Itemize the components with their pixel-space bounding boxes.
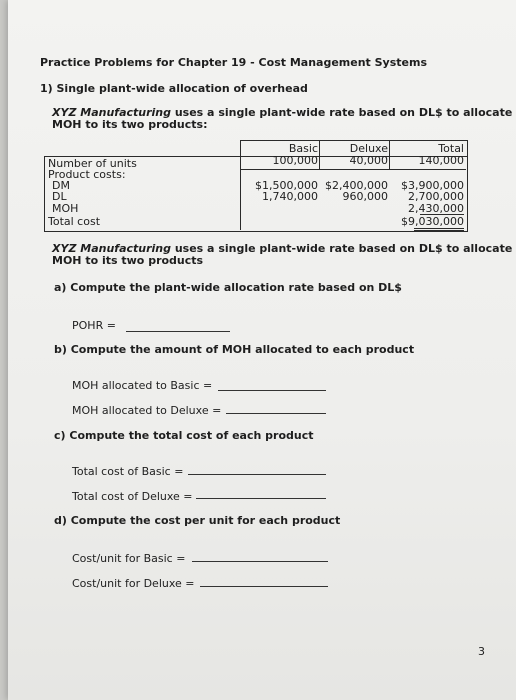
dm-basic: $1,500,000 [255,179,318,192]
cost-unit-basic-answer-line[interactable] [192,561,328,562]
row-label-dl: DL [52,190,67,203]
question-b: b) Compute the amount of MOH allocated to each product [54,343,415,356]
col-header-total: Total [438,142,464,155]
row-label-product-costs: Product costs: [48,168,126,181]
moh-basic-label: MOH allocated to Basic = [72,379,213,392]
intro-paragraph [52,107,512,131]
pohr-label: POHR = [72,319,116,332]
worksheet-page [8,0,516,700]
row-label-units: Number of units [48,157,137,170]
dl-basic: 1,740,000 [262,190,318,203]
page-number: 3 [478,645,485,658]
company-name-repeat: XYZ Manufacturing [52,242,172,255]
total-cost-deluxe-label: Total cost of Deluxe = [72,490,193,503]
repeat-line-1: uses a single plant-wide rate based on DL$ to allocate [171,242,513,255]
company-name: XYZ Manufacturing [52,106,172,119]
units-deluxe: 40,000 [349,154,388,167]
pohr-answer-line[interactable] [126,331,230,332]
cost-table [44,140,468,231]
units-total: 140,000 [418,154,464,167]
page-title: Practice Problems for Chapter 19 - Cost Management Systems [40,56,427,69]
intro-line-1: uses a single plant-wide rate based on DL$ to allocate [171,106,513,119]
units-basic: 100,000 [272,154,318,167]
repeat-paragraph [52,243,512,267]
row-label-total-cost: Total cost [48,215,101,228]
moh-basic-answer-line[interactable] [218,390,326,391]
intro-line-2: MOH to its two products: [52,118,208,131]
question-c: c) Compute the total cost of each product [54,429,314,442]
col-header-basic: Basic [288,142,318,155]
total-cost-deluxe-answer-line[interactable] [196,498,326,499]
dl-total: 2,700,000 [408,190,464,203]
total-cost-basic-label: Total cost of Basic = [72,465,184,478]
cost-unit-basic-label: Cost/unit for Basic = [72,552,186,565]
total-cost-basic-answer-line[interactable] [188,474,326,475]
moh-total: 2,430,000 [408,202,464,215]
question-d: d) Compute the cost per unit for each product [54,514,341,527]
row-label-moh: MOH [52,202,79,215]
cost-unit-deluxe-label: Cost/unit for Deluxe = [72,577,195,590]
dm-deluxe: $2,400,000 [325,179,388,192]
repeat-line-2: MOH to its two products [52,254,204,267]
dm-total: $3,900,000 [401,179,464,192]
moh-deluxe-label: MOH allocated to Deluxe = [72,404,222,417]
row-label-dm: DM [52,179,70,192]
total-cost-value: $9,030,000 [401,215,464,228]
question-a: a) Compute the plant-wide allocation rate based on DL$ [54,281,402,294]
total-double-underline [414,228,464,231]
section-heading: 1) Single plant-wide allocation of overhead [40,82,308,95]
cost-unit-deluxe-answer-line[interactable] [200,586,328,587]
units-underline [240,169,466,170]
dl-deluxe: 960,000 [342,190,388,203]
moh-deluxe-answer-line[interactable] [226,413,326,414]
col-header-deluxe: Deluxe [349,142,388,155]
